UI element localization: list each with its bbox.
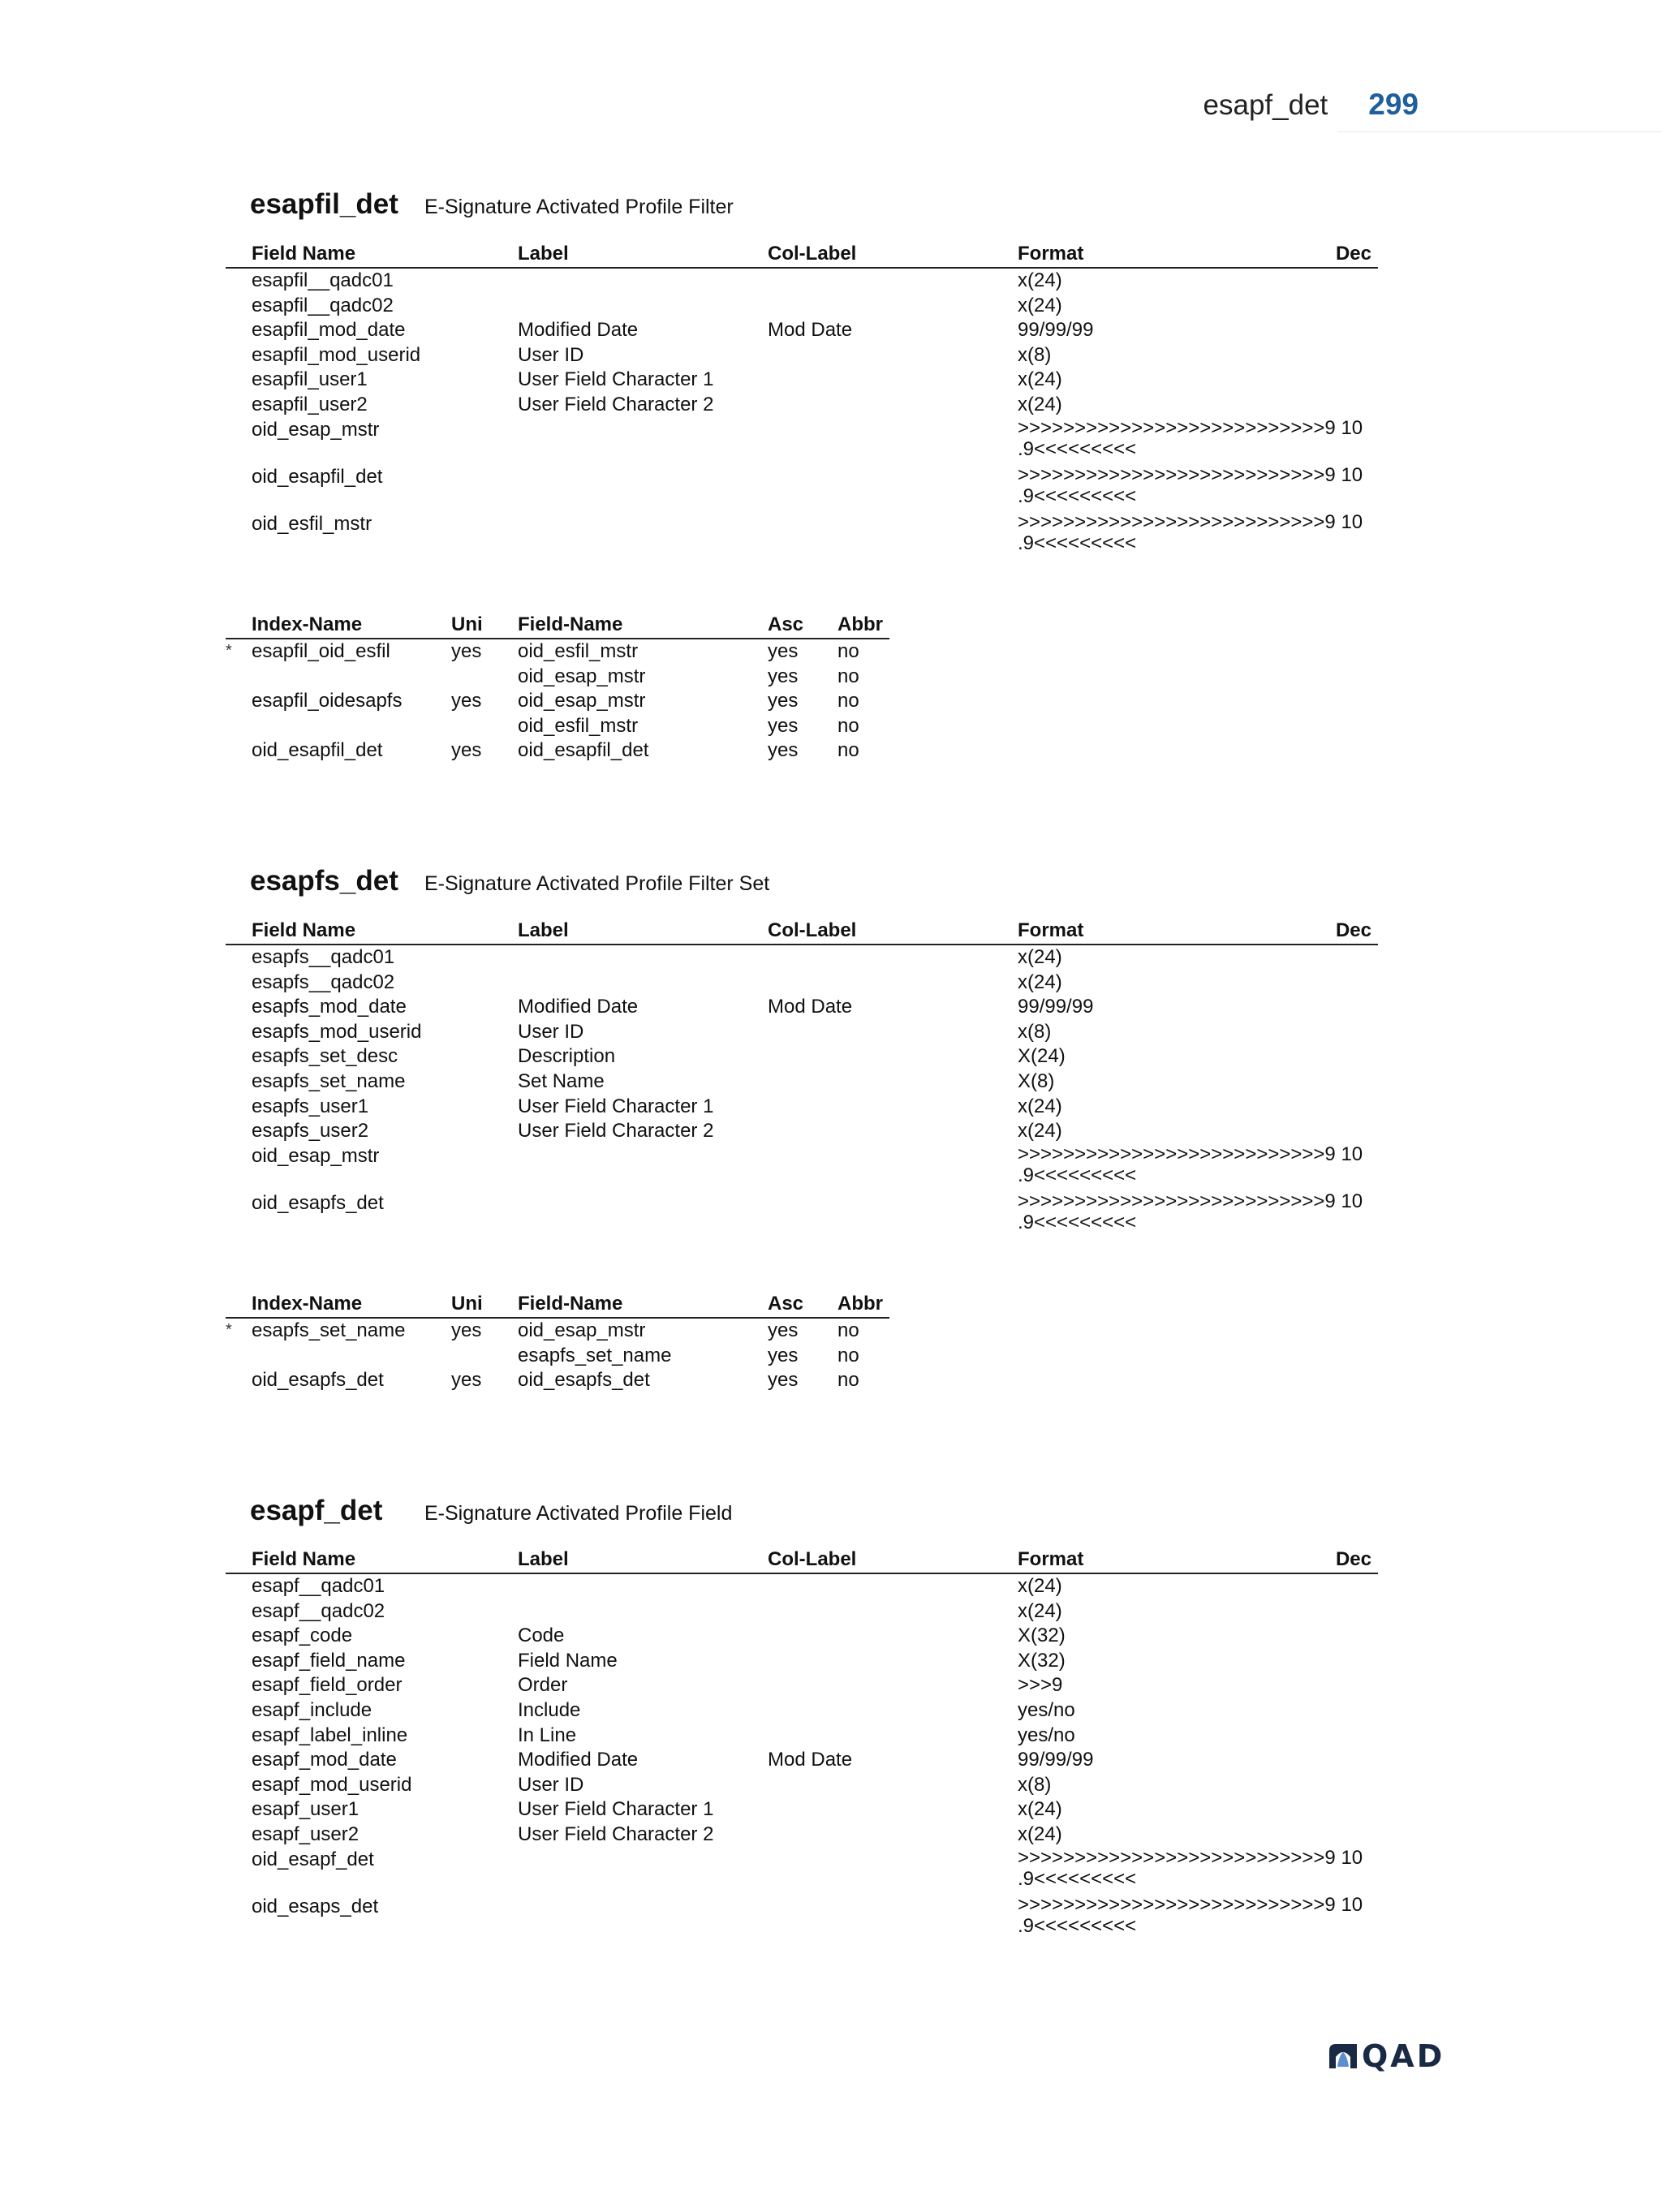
abbr-header: Abbr <box>837 613 883 635</box>
field-name: esapf__qadc01 <box>252 1575 385 1597</box>
primary-index-marker: * <box>226 642 232 660</box>
field-label: Description <box>518 1045 616 1068</box>
index-field-name: oid_esfil_mstr <box>518 640 639 662</box>
qad-logo <box>1328 2038 1445 2074</box>
table-row <box>226 945 1378 970</box>
field-label: User ID <box>518 1020 584 1043</box>
index-field-name: oid_esapfil_det <box>518 739 649 762</box>
field-name: esapf_field_order <box>252 1674 403 1697</box>
index-field-name: oid_esap_mstr <box>518 690 646 712</box>
table-row <box>226 368 1378 393</box>
table-row <box>226 714 889 739</box>
index-ascending: yes <box>768 1369 799 1392</box>
qad-logo-icon <box>1328 2042 1358 2070</box>
field-format: x(24) <box>1018 269 1062 291</box>
index-name: oid_esapfil_det <box>252 739 383 762</box>
asc-header: Asc <box>768 613 804 635</box>
field-name: esapfil__qadc01 <box>252 269 394 291</box>
table-row <box>226 1698 1378 1724</box>
table-row <box>226 269 1378 294</box>
table-row <box>226 1599 1378 1625</box>
field-name-header: Field-Name <box>518 613 623 635</box>
index-ascending: yes <box>768 640 799 662</box>
table-description: E-Signature Activated Profile Filter Set <box>424 872 770 895</box>
dec-header: Dec <box>1335 243 1371 265</box>
field-label: Modified Date <box>518 996 639 1018</box>
table-row <box>226 1319 889 1344</box>
index-name-header: Index-Name <box>252 613 363 635</box>
field-label: User Field Character 2 <box>518 1823 714 1845</box>
field-name: esapf_code <box>252 1625 353 1647</box>
index-table <box>226 1292 889 1393</box>
index-table <box>226 613 889 764</box>
field-format-line: >>>>>>>>>>>>>>>>>>>>>>>>>>>9 10 <box>1018 1143 1363 1165</box>
index-name: esapfs_set_name <box>252 1319 406 1341</box>
field-format: x(24) <box>1018 393 1062 415</box>
index-field-name: oid_esap_mstr <box>518 1319 646 1341</box>
running-title: esapf_det <box>1203 89 1328 121</box>
field-name: oid_esapf_det <box>252 1848 374 1870</box>
field-format <box>1018 1144 1363 1186</box>
field-format-line: .9<<<<<<<<< <box>1018 1867 1137 1890</box>
field-name: esapf_field_name <box>252 1649 406 1672</box>
field-name: oid_esap_mstr <box>252 1144 380 1167</box>
field-format-line: >>>>>>>>>>>>>>>>>>>>>>>>>>>9 10 <box>1018 463 1363 486</box>
field-table <box>226 242 1378 559</box>
index-abbreviated: no <box>837 665 859 687</box>
header-rule <box>1337 131 1662 132</box>
table-row <box>226 1069 1378 1095</box>
field-format: x(24) <box>1018 1120 1062 1143</box>
table-name: esapf_det <box>250 1495 383 1526</box>
index-abbreviated: no <box>837 690 859 712</box>
index-field-name: oid_esapfs_det <box>518 1369 650 1392</box>
index-abbreviated: no <box>837 1319 859 1341</box>
page-number: 299 <box>1368 88 1419 121</box>
index-ascending: yes <box>768 1344 799 1366</box>
field-name: oid_esaps_det <box>252 1895 379 1917</box>
field-name: esapfs_user1 <box>252 1095 369 1117</box>
col-label-header: Col-Label <box>768 243 857 265</box>
running-head <box>1203 88 1419 122</box>
field-name: oid_esapfil_det <box>252 465 383 488</box>
field-format: x(24) <box>1018 1575 1062 1597</box>
field-name: esapf_user2 <box>252 1823 360 1845</box>
field-format: X(32) <box>1018 1649 1066 1672</box>
field-name-header: Field-Name <box>518 1293 623 1315</box>
field-format: x(24) <box>1018 1095 1062 1117</box>
table-header <box>250 865 769 897</box>
field-format: x(24) <box>1018 1798 1062 1821</box>
asc-header: Asc <box>768 1293 804 1315</box>
field-name: esapfs_mod_userid <box>252 1020 422 1043</box>
field-col-label: Mod Date <box>768 319 853 342</box>
field-format: x(8) <box>1018 1020 1052 1043</box>
field-label: User Field Character 1 <box>518 1095 714 1117</box>
field-label: User Field Character 2 <box>518 1120 714 1143</box>
table-row <box>226 318 1378 343</box>
format-header: Format <box>1018 243 1084 265</box>
field-format <box>1018 418 1363 460</box>
table-row <box>226 393 1378 418</box>
field-name: esapf_mod_userid <box>252 1773 412 1796</box>
field-format-line: .9<<<<<<<<< <box>1018 1914 1137 1937</box>
table-row <box>226 639 889 665</box>
field-format-line: >>>>>>>>>>>>>>>>>>>>>>>>>>>9 10 <box>1018 1846 1363 1869</box>
table-header <box>250 188 734 221</box>
field-format-line: .9<<<<<<<<< <box>1018 1164 1137 1186</box>
table-row <box>226 1095 1378 1120</box>
field-format: x(24) <box>1018 368 1062 391</box>
field-format-line: .9<<<<<<<<< <box>1018 531 1137 554</box>
field-label: Modified Date <box>518 1749 639 1771</box>
field-table <box>226 1547 1378 1942</box>
field-format: 99/99/99 <box>1018 996 1094 1018</box>
index-table-header <box>226 1292 889 1319</box>
index-abbreviated: no <box>837 714 859 737</box>
index-unique: yes <box>451 1369 482 1392</box>
field-name: esapfil_user1 <box>252 368 368 391</box>
field-label: Code <box>518 1625 565 1647</box>
field-label: Set Name <box>518 1069 605 1092</box>
table-row <box>226 1574 1378 1599</box>
table-row <box>226 1895 1378 1942</box>
table-row <box>226 1773 1378 1798</box>
abbr-header: Abbr <box>837 1293 883 1315</box>
index-name-header: Index-Name <box>252 1293 363 1315</box>
index-ascending: yes <box>768 714 799 737</box>
index-ascending: yes <box>768 690 799 712</box>
primary-index-marker: * <box>226 1321 232 1339</box>
field-format: x(24) <box>1018 1599 1062 1622</box>
field-label: User ID <box>518 343 584 366</box>
index-ascending: yes <box>768 665 799 687</box>
field-format: yes/no <box>1018 1724 1075 1746</box>
index-name: esapfil_oid_esfil <box>252 640 390 662</box>
field-label: Order <box>518 1674 568 1697</box>
field-name-header: Field Name <box>252 243 356 265</box>
table-row <box>226 1119 1378 1144</box>
field-name: esapfil_mod_date <box>252 319 406 342</box>
table-row <box>226 418 1378 465</box>
label-header: Label <box>518 919 569 941</box>
field-format: X(24) <box>1018 1045 1066 1068</box>
index-abbreviated: no <box>837 1344 859 1366</box>
index-unique: yes <box>451 739 482 762</box>
field-format-line: .9<<<<<<<<< <box>1018 1211 1137 1233</box>
table-header <box>250 1495 732 1527</box>
field-format-line: .9<<<<<<<<< <box>1018 484 1137 507</box>
table-name: esapfs_det <box>250 865 398 897</box>
index-table-header <box>226 613 889 639</box>
index-abbreviated: no <box>837 739 859 762</box>
field-name: esapfil__qadc02 <box>252 294 394 316</box>
field-label: Field Name <box>518 1649 618 1672</box>
table-row <box>226 465 1378 512</box>
field-name: esapf_label_inline <box>252 1724 408 1746</box>
field-format <box>1018 465 1363 507</box>
field-name: oid_esap_mstr <box>252 418 380 441</box>
index-abbreviated: no <box>837 640 859 662</box>
table-row <box>226 1044 1378 1069</box>
field-format: >>>9 <box>1018 1674 1063 1697</box>
index-unique: yes <box>451 1319 482 1341</box>
field-label: User Field Character 1 <box>518 368 714 391</box>
table-row <box>226 1724 1378 1749</box>
field-table-header <box>226 1547 1378 1574</box>
field-format: yes/no <box>1018 1698 1075 1721</box>
field-col-label: Mod Date <box>768 1749 853 1771</box>
uni-header: Uni <box>451 1293 483 1315</box>
field-table <box>226 919 1378 1238</box>
table-row <box>226 1344 889 1369</box>
field-format: x(8) <box>1018 343 1052 366</box>
format-header: Format <box>1018 1548 1084 1570</box>
field-name-header: Field Name <box>252 1548 356 1570</box>
field-col-label: Mod Date <box>768 996 853 1018</box>
table-row <box>226 995 1378 1020</box>
field-name: esapfil_user2 <box>252 393 368 415</box>
table-row <box>226 689 889 714</box>
index-field-name: esapfs_set_name <box>518 1344 672 1366</box>
field-format-line: >>>>>>>>>>>>>>>>>>>>>>>>>>>9 10 <box>1018 1190 1363 1212</box>
dec-header: Dec <box>1335 919 1371 941</box>
field-format-line: >>>>>>>>>>>>>>>>>>>>>>>>>>>9 10 <box>1018 1893 1363 1916</box>
col-label-header: Col-Label <box>768 919 857 941</box>
table-row <box>226 1673 1378 1698</box>
field-name: esapf_user1 <box>252 1798 360 1821</box>
field-table-header <box>226 919 1378 945</box>
index-unique: yes <box>451 690 482 712</box>
field-format: x(24) <box>1018 946 1062 968</box>
field-name: esapf_include <box>252 1698 372 1721</box>
table-row <box>226 738 889 764</box>
field-format-line: .9<<<<<<<<< <box>1018 437 1137 460</box>
label-header: Label <box>518 243 569 265</box>
field-name-header: Field Name <box>252 919 356 941</box>
table-row <box>226 665 889 690</box>
index-ascending: yes <box>768 739 799 762</box>
table-row <box>226 1191 1378 1238</box>
field-table-header <box>226 242 1378 269</box>
field-name: esapfs_set_name <box>252 1069 406 1092</box>
table-description: E-Signature Activated Profile Filter <box>424 196 734 218</box>
label-header: Label <box>518 1548 569 1570</box>
field-format: X(32) <box>1018 1625 1066 1647</box>
field-name: esapf__qadc02 <box>252 1599 385 1622</box>
field-label: User Field Character 2 <box>518 393 714 415</box>
table-row <box>226 512 1378 559</box>
table-row <box>226 1848 1378 1895</box>
format-header: Format <box>1018 919 1084 941</box>
index-field-name: oid_esfil_mstr <box>518 714 639 737</box>
field-format: x(24) <box>1018 1823 1062 1845</box>
field-format: 99/99/99 <box>1018 319 1094 342</box>
table-row <box>226 1368 889 1393</box>
field-format <box>1018 1191 1363 1233</box>
table-row <box>226 1797 1378 1823</box>
field-name: esapfil_mod_userid <box>252 343 421 366</box>
field-label: User Field Character 1 <box>518 1798 714 1821</box>
field-format: x(24) <box>1018 970 1062 993</box>
uni-header: Uni <box>451 613 483 635</box>
table-row <box>226 1624 1378 1649</box>
col-label-header: Col-Label <box>768 1548 857 1570</box>
field-name: esapfs__qadc02 <box>252 970 395 993</box>
index-field-name: oid_esap_mstr <box>518 665 646 687</box>
field-name: oid_esfil_mstr <box>252 512 372 535</box>
field-label: Modified Date <box>518 319 639 342</box>
table-row <box>226 1823 1378 1848</box>
field-format: 99/99/99 <box>1018 1749 1094 1771</box>
table-description: E-Signature Activated Profile Field <box>424 1502 733 1525</box>
logo-text: QAD <box>1362 2038 1445 2074</box>
table-row <box>226 1748 1378 1773</box>
field-format: x(24) <box>1018 294 1062 316</box>
field-format <box>1018 512 1363 554</box>
table-row <box>226 294 1378 319</box>
field-name: esapfs_user2 <box>252 1120 369 1143</box>
dec-header: Dec <box>1335 1548 1371 1570</box>
field-label: User ID <box>518 1773 584 1796</box>
table-row <box>226 1020 1378 1045</box>
index-name: esapfil_oidesapfs <box>252 690 403 712</box>
field-format: X(8) <box>1018 1069 1055 1092</box>
index-unique: yes <box>451 640 482 662</box>
table-row <box>226 970 1378 996</box>
field-format-line: >>>>>>>>>>>>>>>>>>>>>>>>>>>9 10 <box>1018 416 1363 439</box>
field-format <box>1018 1895 1363 1937</box>
table-name: esapfil_det <box>250 188 398 220</box>
field-name: esapfs__qadc01 <box>252 946 395 968</box>
field-format-line: >>>>>>>>>>>>>>>>>>>>>>>>>>>9 10 <box>1018 510 1363 533</box>
field-label: In Line <box>518 1724 577 1746</box>
field-format <box>1018 1848 1363 1890</box>
table-row <box>226 1649 1378 1674</box>
field-name: oid_esapfs_det <box>252 1191 384 1214</box>
field-name: esapf_mod_date <box>252 1749 397 1771</box>
index-ascending: yes <box>768 1319 799 1341</box>
table-row <box>226 1144 1378 1191</box>
field-format: x(8) <box>1018 1773 1052 1796</box>
table-row <box>226 343 1378 368</box>
field-name: esapfs_set_desc <box>252 1045 398 1068</box>
field-name: esapfs_mod_date <box>252 996 407 1018</box>
index-name: oid_esapfs_det <box>252 1369 384 1392</box>
index-abbreviated: no <box>837 1369 859 1392</box>
field-label: Include <box>518 1698 581 1721</box>
